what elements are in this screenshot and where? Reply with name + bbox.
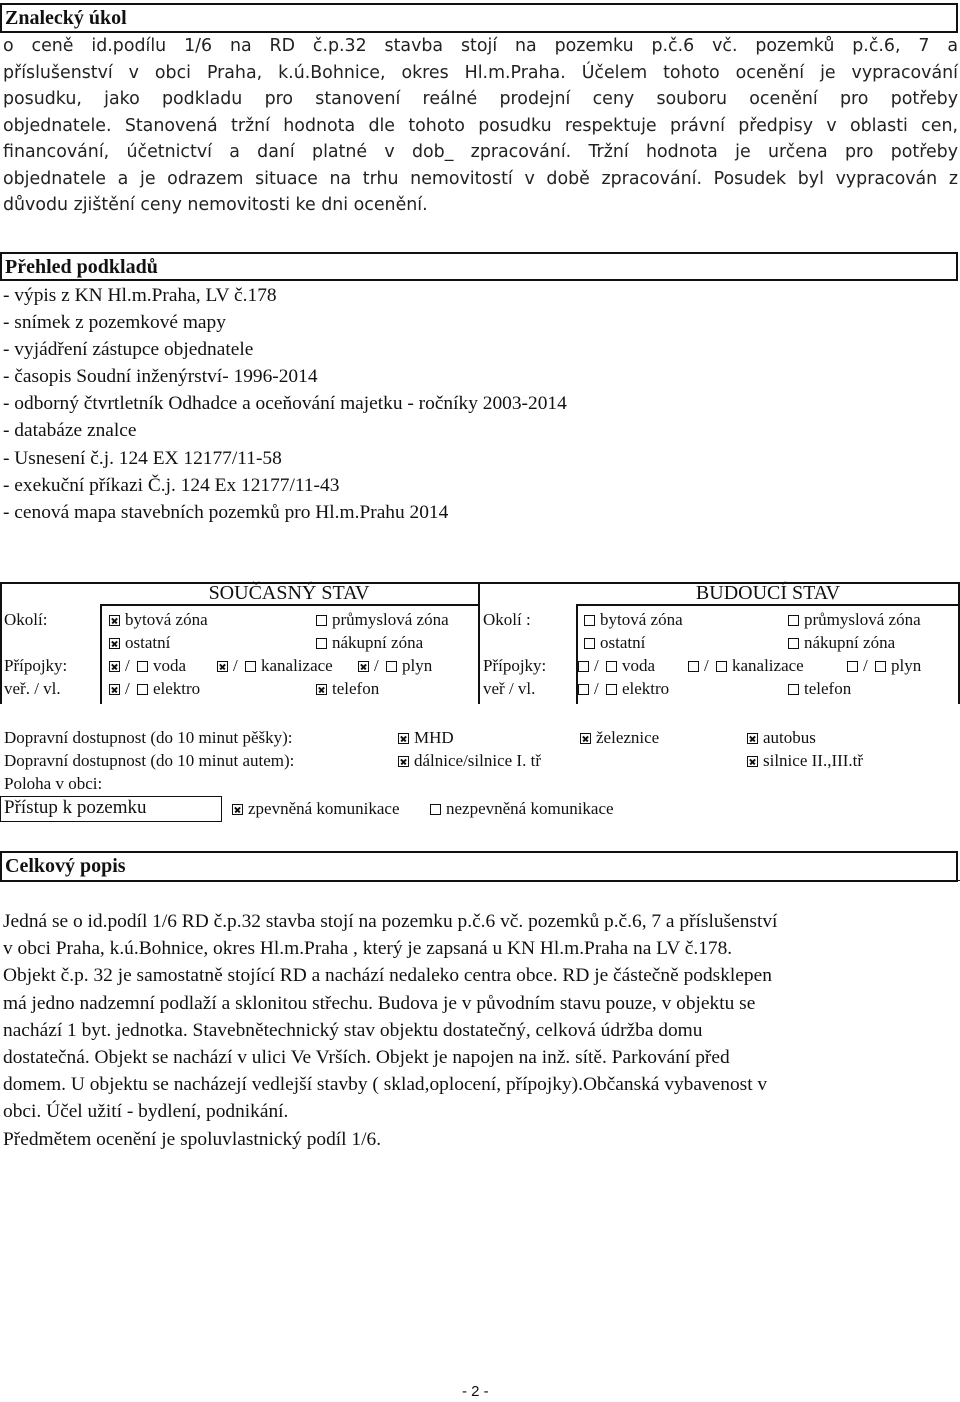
text-line: o ceně id.podílu 1/6 na RD č.p.32 stavba stojí na pozemku p.č.6 vč. pozemků p.č.6, 7 a (3, 36, 958, 56)
autobus-option[interactable]: autobus (747, 726, 816, 749)
checkbox-empty-icon (584, 638, 595, 649)
checkbox-empty-icon (847, 661, 858, 672)
dalnice-option[interactable]: dálnice/silnice I. tř (398, 749, 541, 772)
telefon-option[interactable]: telefon (316, 678, 379, 700)
page-number: - 2 - (462, 1383, 489, 1400)
pripojky-budouci-label: Přípojky: (483, 656, 547, 675)
list-item: - cenová mapa stavebních pozemků pro Hl.m.Prahu 2014 (3, 501, 449, 523)
list-item: - časopis Soudní inženýrství- 1996-2014 (3, 366, 318, 388)
checkbox-checked-icon (398, 756, 409, 767)
text-line: objednatele a je odrazem situace na trhu nemovitostí v době zpracování. Posudek byl vypracován z (3, 168, 958, 189)
ver-vl-budouci-label: veř / vl. (483, 679, 536, 698)
checkbox-checked-icon (217, 661, 228, 672)
text-line: dostatečná. Objekt se nachází v ulici Ve Vrších. Objekt je napojen na inž. sítě. Parkování před (3, 1047, 730, 1069)
checkbox-empty-icon (606, 684, 617, 695)
divider (576, 604, 958, 606)
divider (100, 604, 478, 606)
text-line: důvodu zjištění ceny nemovitosti ke dni ocenění. (3, 195, 428, 215)
text-line: příslušenství v obci Praha, k.ú.Bohnice, okres Hl.m.Praha. Účelem tohoto ocenění je vypracování (3, 62, 958, 83)
checkbox-empty-icon (137, 684, 148, 695)
checkbox-checked-icon (232, 804, 243, 815)
text-line: posudku, jako podkladu pro stanovení reálné prodejní ceny souboru ocenění pro potřeby (3, 89, 958, 109)
list-item: - Usnesení č.j. 124 EX 12177/11-58 (3, 447, 282, 469)
divider (310, 880, 960, 881)
text-line: má jedno nadzemní podlaží a sklonitou střechu. Budova je v původním stavu pouze, v objektu se (3, 992, 756, 1014)
checkbox-empty-icon (316, 615, 327, 626)
zpevnena-komunikace-option[interactable]: zpevněná komunikace (232, 797, 400, 820)
prumyslova-zona-option[interactable]: průmyslová zóna (316, 609, 449, 631)
text-line: nachází 1 byt. jednotka. Stavebnětechnický stav objektu dostatečný, celková údržba domu (3, 1019, 703, 1041)
nezpevnena-komunikace-option[interactable]: nezpevněná komunikace (430, 797, 614, 820)
section-title-prehled-podkladu: Přehled podkladů (0, 252, 958, 281)
pristup-k-pozemku-label: Přístup k pozemku (0, 796, 222, 822)
checkbox-empty-icon (875, 661, 886, 672)
checkbox-checked-icon (747, 756, 758, 767)
kanalizace-option[interactable]: / kanalizace (217, 655, 333, 677)
checkbox-checked-icon (109, 684, 120, 695)
checkbox-empty-icon (606, 661, 617, 672)
checkbox-checked-icon (747, 733, 758, 744)
checkbox-checked-icon (358, 661, 369, 672)
section-title-znalecky-ukol: Znalecký úkol (0, 3, 958, 33)
checkbox-checked-icon (109, 661, 120, 672)
nakupni-zona-option[interactable]: nákupní zóna (316, 632, 423, 654)
nakupni-zona-budouci-option[interactable]: nákupní zóna (788, 632, 895, 654)
divider (478, 582, 480, 704)
list-item: - snímek z pozemkové mapy (3, 312, 226, 334)
checkbox-empty-icon (716, 661, 727, 672)
plyn-option[interactable]: / plyn (358, 655, 432, 677)
celkovy-popis-paragraph (3, 908, 955, 1153)
list-item: - odborný čtvrtletník Odhadce a oceňování majetku - ročníky 2003-2014 (3, 393, 567, 415)
plyn-budouci-option[interactable]: / plyn (847, 655, 921, 677)
voda-budouci-option[interactable]: / voda (578, 655, 655, 677)
silnice-option[interactable]: silnice II.,III.tř (747, 749, 863, 772)
list-item: - exekuční příkazi Č.j. 124 Ex 12177/11-43 (3, 474, 340, 496)
kanalizace-budouci-option[interactable]: / kanalizace (688, 655, 804, 677)
okoli-label: Okolí: (4, 610, 48, 629)
text-line: financování, účetnictví a daní platné v dob_ zpracování. Tržní hodnota je určena pro potřeby (3, 142, 958, 162)
list-item: - vyjádření zástupce objednatele (3, 339, 254, 361)
checkbox-empty-icon (788, 615, 799, 626)
checkbox-checked-icon (109, 638, 120, 649)
checkbox-empty-icon (584, 615, 595, 626)
soucasny-stav-heading: SOUČASNÝ STAV (208, 582, 370, 604)
podklady-list (3, 282, 567, 526)
text-line: domem. U objektu se nacházejí vedlejší stavby ( sklad,oplocení, přípojky).Občanská vybavenost v (3, 1074, 768, 1096)
checkbox-empty-icon (788, 684, 799, 695)
checkbox-empty-icon (688, 661, 699, 672)
divider (0, 582, 2, 704)
checkbox-empty-icon (430, 804, 441, 815)
telefon-budouci-option[interactable]: telefon (788, 678, 851, 700)
dostupnost-pesky-label: Dopravní dostupnost (do 10 minut pěšky): (4, 728, 293, 747)
budouci-stav-heading: BUDOUCÍ STAV (695, 582, 841, 604)
text-line: v obci Praha, k.ú.Bohnice, okres Hl.m.Praha , který je zapsaná u KN Hl.m.Praha na LV č.178. (3, 938, 733, 960)
zeleznice-option[interactable]: železnice (580, 726, 659, 749)
voda-option[interactable]: / voda (109, 655, 186, 677)
text-line: Předmětem ocenění je spoluvlastnický podíl 1/6. (3, 1128, 382, 1150)
prumyslova-zona-budouci-option[interactable]: průmyslová zóna (788, 609, 921, 631)
bytova-zona-budouci-option[interactable]: bytová zóna (584, 609, 683, 631)
bytova-zona-option[interactable]: bytová zóna (109, 609, 208, 631)
checkbox-checked-icon (109, 615, 120, 626)
checkbox-empty-icon (578, 684, 589, 695)
ver-vl-label: veř. / vl. (4, 679, 61, 698)
ostatni-option[interactable]: ostatní (109, 632, 170, 654)
checkbox-empty-icon (386, 661, 397, 672)
text-line: Jedná se o id.podíl 1/6 RD č.p.32 stavba stojí na pozemku p.č.6 vč. pozemků p.č.6, 7 a příslušenství (3, 911, 778, 932)
mhd-option[interactable]: MHD (398, 726, 454, 749)
stav-table (0, 582, 960, 704)
checkbox-checked-icon (398, 733, 409, 744)
checkbox-checked-icon (316, 684, 327, 695)
list-item: - databáze znalce (3, 420, 137, 442)
checkbox-empty-icon (788, 638, 799, 649)
znalecky-ukol-paragraph (3, 33, 958, 219)
ostatni-budouci-option[interactable]: ostatní (584, 632, 645, 654)
okoli-budouci-label: Okolí : (483, 610, 531, 629)
text-line: objednatele. Stanovená tržní hodnota dle tohoto posudku respektuje právní předpisy v oblasti cen, (3, 115, 958, 136)
elektro-option[interactable]: / elektro (109, 678, 200, 700)
poloha-v-obci-label: Poloha v obci: (4, 774, 103, 793)
text-line: obci. Účel užití - bydlení, podnikání. (3, 1101, 289, 1123)
elektro-budouci-option[interactable]: / elektro (578, 678, 669, 700)
list-item: - výpis z KN Hl.m.Praha, LV č.178 (3, 285, 277, 306)
checkbox-empty-icon (578, 661, 589, 672)
pripojky-label: Přípojky: (4, 656, 68, 675)
checkbox-empty-icon (137, 661, 148, 672)
checkbox-checked-icon (580, 733, 591, 744)
section-title-celkovy-popis: Celkový popis (0, 851, 958, 882)
dostupnost-autem-label: Dopravní dostupnost (do 10 minut autem): (4, 751, 295, 770)
divider (100, 604, 102, 704)
text-line: Objekt č.p. 32 je samostatně stojící RD a nachází nedaleko centra obce. RD je částečně podsklepen (3, 965, 772, 987)
checkbox-empty-icon (316, 638, 327, 649)
checkbox-empty-icon (245, 661, 256, 672)
